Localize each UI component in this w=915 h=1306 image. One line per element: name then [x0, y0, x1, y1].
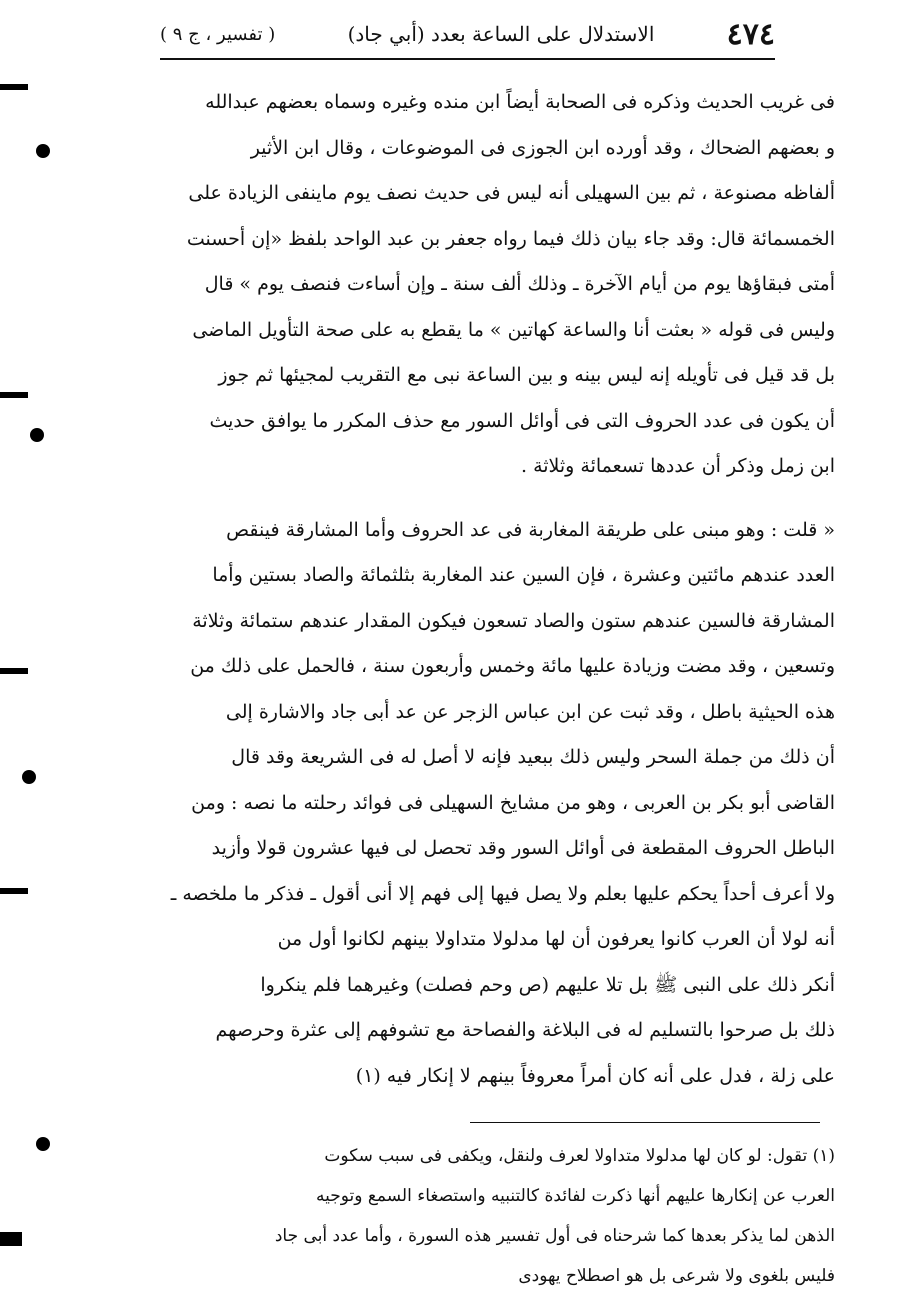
text-line: الباطل الحروف المقطعة فى أوائل السور وقد تحصل لى فيها عشرون قولا وأزيد — [211, 837, 835, 859]
text-line: أن ذلك من جملة السحر وليس ذلك ببعيد فإنه لا أصل له فى الشريعة وقد قال — [231, 746, 835, 768]
text-line: بل قد قيل فى تأويله إنه ليس بينه و بين الساعة نبى مع التقريب لمجيئها ثم جوز — [218, 364, 835, 386]
text-line: فى غريب الحديث وذكره فى الصحابة أيضاً ابن منده وغيره وسماه بعضهم عبدالله — [205, 91, 835, 113]
paragraph-1 — [100, 80, 835, 490]
footnote-line: العرب عن إنكارها عليهم أنها ذكرت لفائدة كالتنبيه واستصغاء السمع وتوجيه — [315, 1186, 835, 1206]
binding-mark — [0, 84, 28, 90]
footnote-line: فليس بلغوى ولا شرعى بل هو اصطلاح يهودى — [518, 1266, 835, 1286]
text-line: وليس فى قوله « بعثت أنا والساعة كهاتين » ما يقطع به على صحة التأويل الماضى — [192, 318, 835, 341]
text-line: المشارقة فالسين عندهم ستون والصاد تسعون فيكون المقدار عندهم ستمائة وثلاثة — [192, 609, 835, 632]
binding-mark — [0, 888, 28, 894]
footnote-line: (١) تقول: لو كان لها مدلولا متداولا لعرف ولنقل، ويكفى فى سبب سكوت — [324, 1146, 835, 1166]
text-line: أن يكون فى عدد الحروف التى فى أوائل السور مع حذف المكرر ما يوافق حديث — [209, 409, 835, 432]
text-line: وتسعين ، وقد مضت وزيادة عليها مائة وخمس وأربعون سنة ، فالحمل على ذلك من — [190, 655, 835, 677]
page-number: ٤٧٤ — [726, 16, 775, 52]
main-text — [100, 80, 835, 1099]
binding-mark — [0, 392, 28, 398]
text-line: ابن زمل وذكر أن عددها تسعمائة وثلاثة . — [521, 455, 835, 477]
binding-hole — [36, 1137, 50, 1151]
text-line: ولا أعرف أحداً يحكم عليها بعلم ولا يصل فيها إلى فهم إلا أنى أقول ـ فذكر ما ملخصه ـ — [170, 882, 835, 905]
text-line: أنكر ذلك على النبى ﷺ بل تلا عليهم (ص وحم فصلت) وغيرهما فلم ينكروا — [260, 973, 835, 996]
footnote-divider — [470, 1122, 820, 1123]
text-line: « قلت : وهو مبنى على طريقة المغاربة فى عد الحروف وأما المشارقة فينقص — [226, 518, 835, 541]
text-line: ذلك بل صرحوا بالتسليم له فى البلاغة والفصاحة مع تشوفهم إلى عثرة وحرصهم — [215, 1019, 835, 1041]
text-line: الخمسمائة قال: وقد جاء بيان ذلك فيما رواه جعفر بن عبد الواحد بلفظ «إن أحسنت — [186, 227, 835, 250]
text-line: ألفاظه مصنوعة ، ثم بين السهيلى أنه ليس فى حديث نصف يوم ماينفى الزيادة على — [188, 182, 835, 204]
binding-mark — [0, 1232, 22, 1246]
volume-reference: ( تفسير ، ج ٩ ) — [160, 23, 276, 45]
page-header — [160, 10, 775, 60]
text-line: على زلة ، فدل على أنه كان أمراً معروفاً بينهم لا إنكار فيه (١) — [355, 1064, 835, 1087]
footnote-line: الذهن لما يذكر بعدها كما شرحناه فى أول تفسير هذه السورة ، وأما عدد أبى جاد — [274, 1226, 835, 1246]
text-line: أمتى فبقاؤها يوم من أيام الآخرة ـ وذلك ألف سنة ـ وإن أساءت فنصف يوم » قال — [204, 273, 835, 295]
text-line: و بعضهم الضحاك ، وقد أورده ابن الجوزى فى الموضوعات ، وقال ابن الأثير — [250, 136, 835, 159]
paragraph-2 — [100, 508, 835, 1100]
binding-mark — [0, 668, 28, 674]
binding-hole — [22, 770, 36, 784]
footnote — [100, 1136, 835, 1296]
text-line: العدد عندهم مائتين وعشرة ، فإن السين عند المغاربة بثلثمائة والصاد بستين وأما — [212, 564, 835, 586]
text-line: أنه لولا أن العرب كانوا يعرفون أن لها مدلولا متداولا بينهم لكانوا أول من — [277, 928, 835, 950]
binding-hole — [36, 144, 50, 158]
binding-hole — [30, 428, 44, 442]
text-line: هذه الحيثية باطل ، وقد ثبت عن ابن عباس الزجر عن عد أبى جاد والاشارة إلى — [225, 700, 835, 723]
text-line: القاضى أبو بكر بن العربى ، وهو من مشايخ السهيلى فى فوائد رحلته ما نصه : ومن — [191, 791, 835, 814]
running-title: الاستدلال على الساعة بعدد (أبي جاد) — [347, 22, 655, 46]
